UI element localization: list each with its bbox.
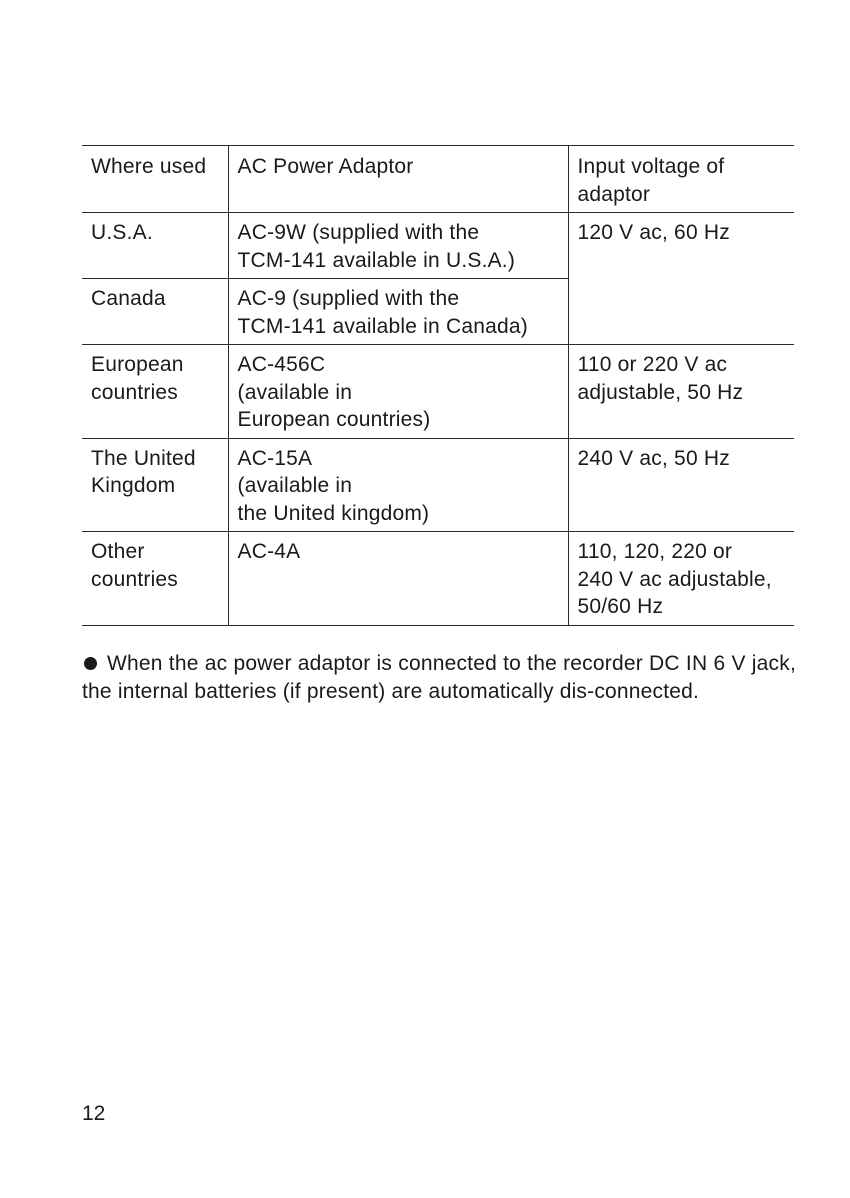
cell-input-voltage: 110, 120, 220 or 240 V ac adjustable, 50/60 Hz (568, 532, 794, 626)
table-row (82, 345, 794, 439)
cell-where-used: Other countries (82, 532, 228, 626)
cell-adaptor: AC-9W (supplied with the TCM-141 available in U.S.A.) (228, 213, 568, 279)
cell-where-used: Canada (82, 279, 228, 345)
cell-adaptor: AC-9 (supplied with the TCM-141 available in Canada) (228, 279, 568, 345)
header-input-voltage: Input voltage of adaptor (568, 146, 794, 213)
table-row (82, 532, 794, 626)
note-text: When the ac power adaptor is connected to the recorder DC IN 6 V jack, the internal batteries (if present) are automatically dis-connected. (82, 652, 796, 703)
header-where-used: Where used (82, 146, 228, 213)
cell-input-voltage: 110 or 220 V ac adjustable, 50 Hz (568, 345, 794, 439)
cell-where-used: European countries (82, 345, 228, 439)
table-row (82, 213, 794, 279)
cell-where-used: The United Kingdom (82, 438, 228, 532)
cell-input-voltage: 120 V ac, 60 Hz (568, 213, 794, 345)
bullet-icon (84, 657, 97, 670)
table-row (82, 438, 794, 532)
page-number: 12 (82, 1102, 106, 1125)
table-header-row (82, 146, 794, 213)
note-paragraph (82, 650, 796, 705)
cell-adaptor: AC-15A (available in the United kingdom) (228, 438, 568, 532)
cell-adaptor: AC-4A (228, 532, 568, 626)
cell-adaptor: AC-456C (available in European countries) (228, 345, 568, 439)
cell-where-used: U.S.A. (82, 213, 228, 279)
power-adaptor-table (82, 145, 794, 626)
cell-input-voltage: 240 V ac, 50 Hz (568, 438, 794, 532)
header-ac-power-adaptor: AC Power Adaptor (228, 146, 568, 213)
